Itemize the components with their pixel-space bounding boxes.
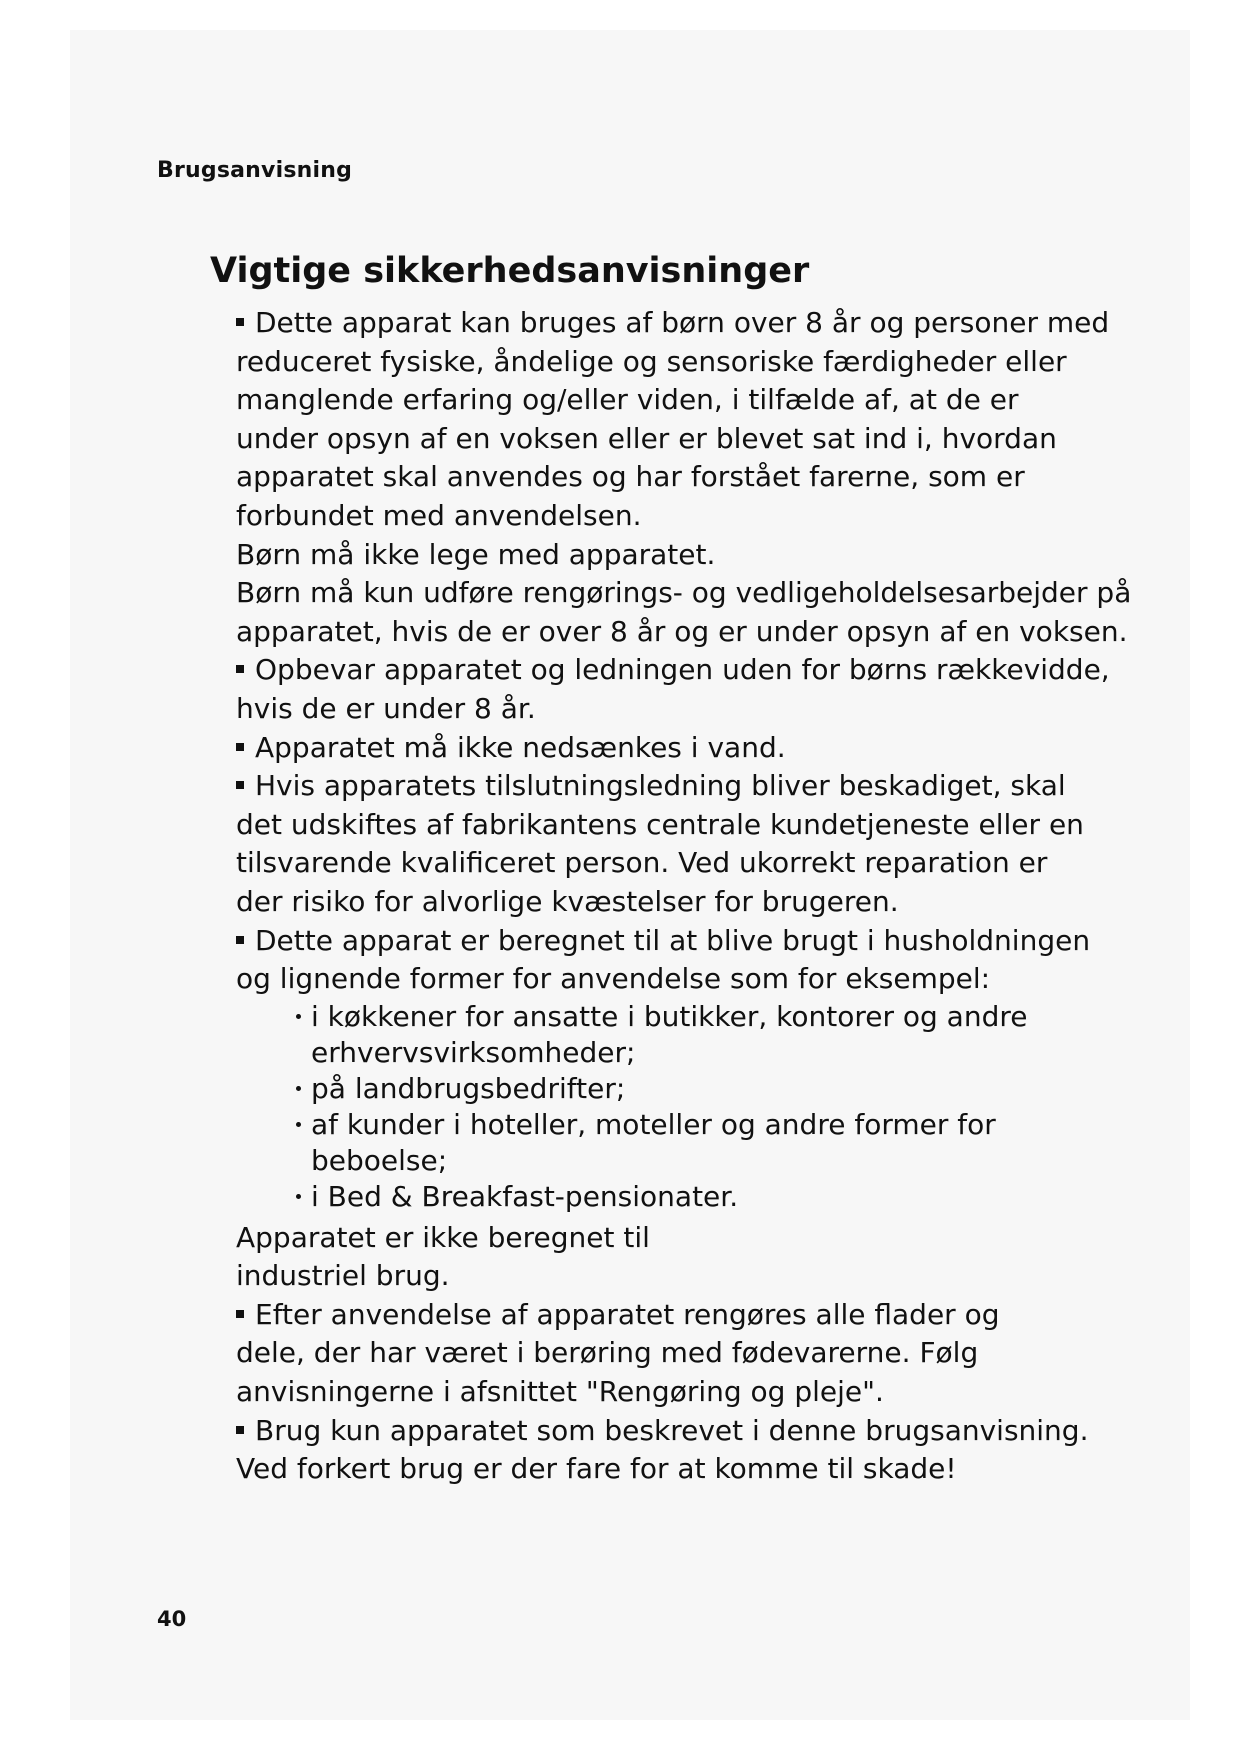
square-bullet-icon: [236, 743, 244, 751]
text-line: Opbevar apparatet og ledningen uden for børns rækkevidde,: [236, 651, 1116, 690]
text-line: reduceret fysiske, åndelige og sensoriske færdigheder eller: [236, 344, 1067, 378]
safety-instructions: [236, 304, 1132, 1489]
text-line: Dette apparat er beregnet til at blive brugt i husholdningen: [236, 922, 1116, 961]
text-line: det udskiftes af fabrikantens centrale kundetjeneste eller en: [236, 807, 1084, 841]
text-line: Dette apparat kan bruges af børn over 8 år og personer med: [236, 304, 1116, 343]
text-line: industriel brug.: [236, 1259, 450, 1293]
text-line: Efter anvendelse af apparatet rengøres alle flader og: [236, 1296, 1116, 1335]
text-line: anvisningerne i afsnittet "Rengøring og pleje".: [236, 1375, 884, 1409]
square-bullet-icon: [236, 781, 244, 789]
text-line: under opsyn af en voksen eller er blevet sat ind i, hvordan: [236, 421, 1057, 455]
list-item: på landbrugsbedrifter;: [296, 1071, 1116, 1107]
square-bullet-icon: [236, 318, 244, 326]
text-line: manglende erfaring og/eller viden, i tilfælde af, at de er: [236, 383, 1019, 417]
text-line: forbundet med anvendelsen.: [236, 498, 642, 532]
square-bullet-icon: [236, 665, 244, 673]
dot-bullet-icon: [296, 1194, 301, 1199]
square-bullet-icon: [236, 1426, 244, 1434]
list-item: af kunder i hoteller, moteller og andre former for beboelse;: [296, 1107, 1116, 1179]
paragraph-correct-use: [236, 1412, 1116, 1489]
text-line: Ved forkert brug er der fare for at komme til skade!: [236, 1452, 957, 1486]
text-line: Børn må ikke lege med apparatet.: [236, 537, 716, 571]
text-line: hvis de er under 8 år.: [236, 691, 536, 725]
section-title: Vigtige sikkerhedsanvisninger: [210, 251, 810, 291]
paragraph-water: [236, 729, 1116, 768]
text-line: Apparatet må ikke nedsænkes i vand.: [236, 729, 1116, 768]
paragraph-intended-use: [236, 922, 1116, 1296]
list-item: i køkkener for ansatte i butikker, kontorer og andre erhvervsvirksomheder;: [296, 999, 1116, 1071]
text-line: Hvis apparatets tilslutningsledning bliver beskadiget, skal: [236, 767, 1116, 806]
square-bullet-icon: [236, 1310, 244, 1318]
dot-bullet-icon: [296, 1122, 301, 1127]
text-line: dele, der har været i berøring med fødevarerne. Følg: [236, 1336, 979, 1370]
text-line: Brug kun apparatet som beskrevet i denne brugsanvisning.: [236, 1412, 1116, 1451]
text-line: tilsvarende kvalificeret person. Ved ukorrekt reparation er: [236, 846, 1048, 880]
text-line: Børn må kun udføre rengørings- og vedligeholdelsesarbejder på: [236, 576, 1132, 610]
dot-bullet-icon: [296, 1014, 301, 1019]
text-line: apparatet skal anvendes og har forstået farerne, som er: [236, 460, 1025, 494]
usage-examples-list: [236, 999, 1116, 1215]
list-item: i Bed & Breakfast-pensionater.: [296, 1179, 1116, 1215]
text-line: der risiko for alvorlige kvæstelser for brugeren.: [236, 884, 899, 918]
paragraph-storage: [236, 651, 1116, 728]
text-line: og lignende former for anvendelse som for eksempel:: [236, 962, 991, 996]
text-line: apparatet, hvis de er over 8 år og er under opsyn af en voksen.: [236, 614, 1128, 648]
running-header: Brugsanvisning: [157, 158, 353, 183]
paragraph-children-supervision: [236, 304, 1132, 651]
text-line: Apparatet er ikke beregnet til: [236, 1220, 650, 1254]
paragraph-cleaning: [236, 1296, 1116, 1412]
square-bullet-icon: [236, 936, 244, 944]
dot-bullet-icon: [296, 1086, 301, 1091]
paragraph-cord-damage: [236, 767, 1116, 921]
page-number: 40: [157, 1607, 187, 1631]
